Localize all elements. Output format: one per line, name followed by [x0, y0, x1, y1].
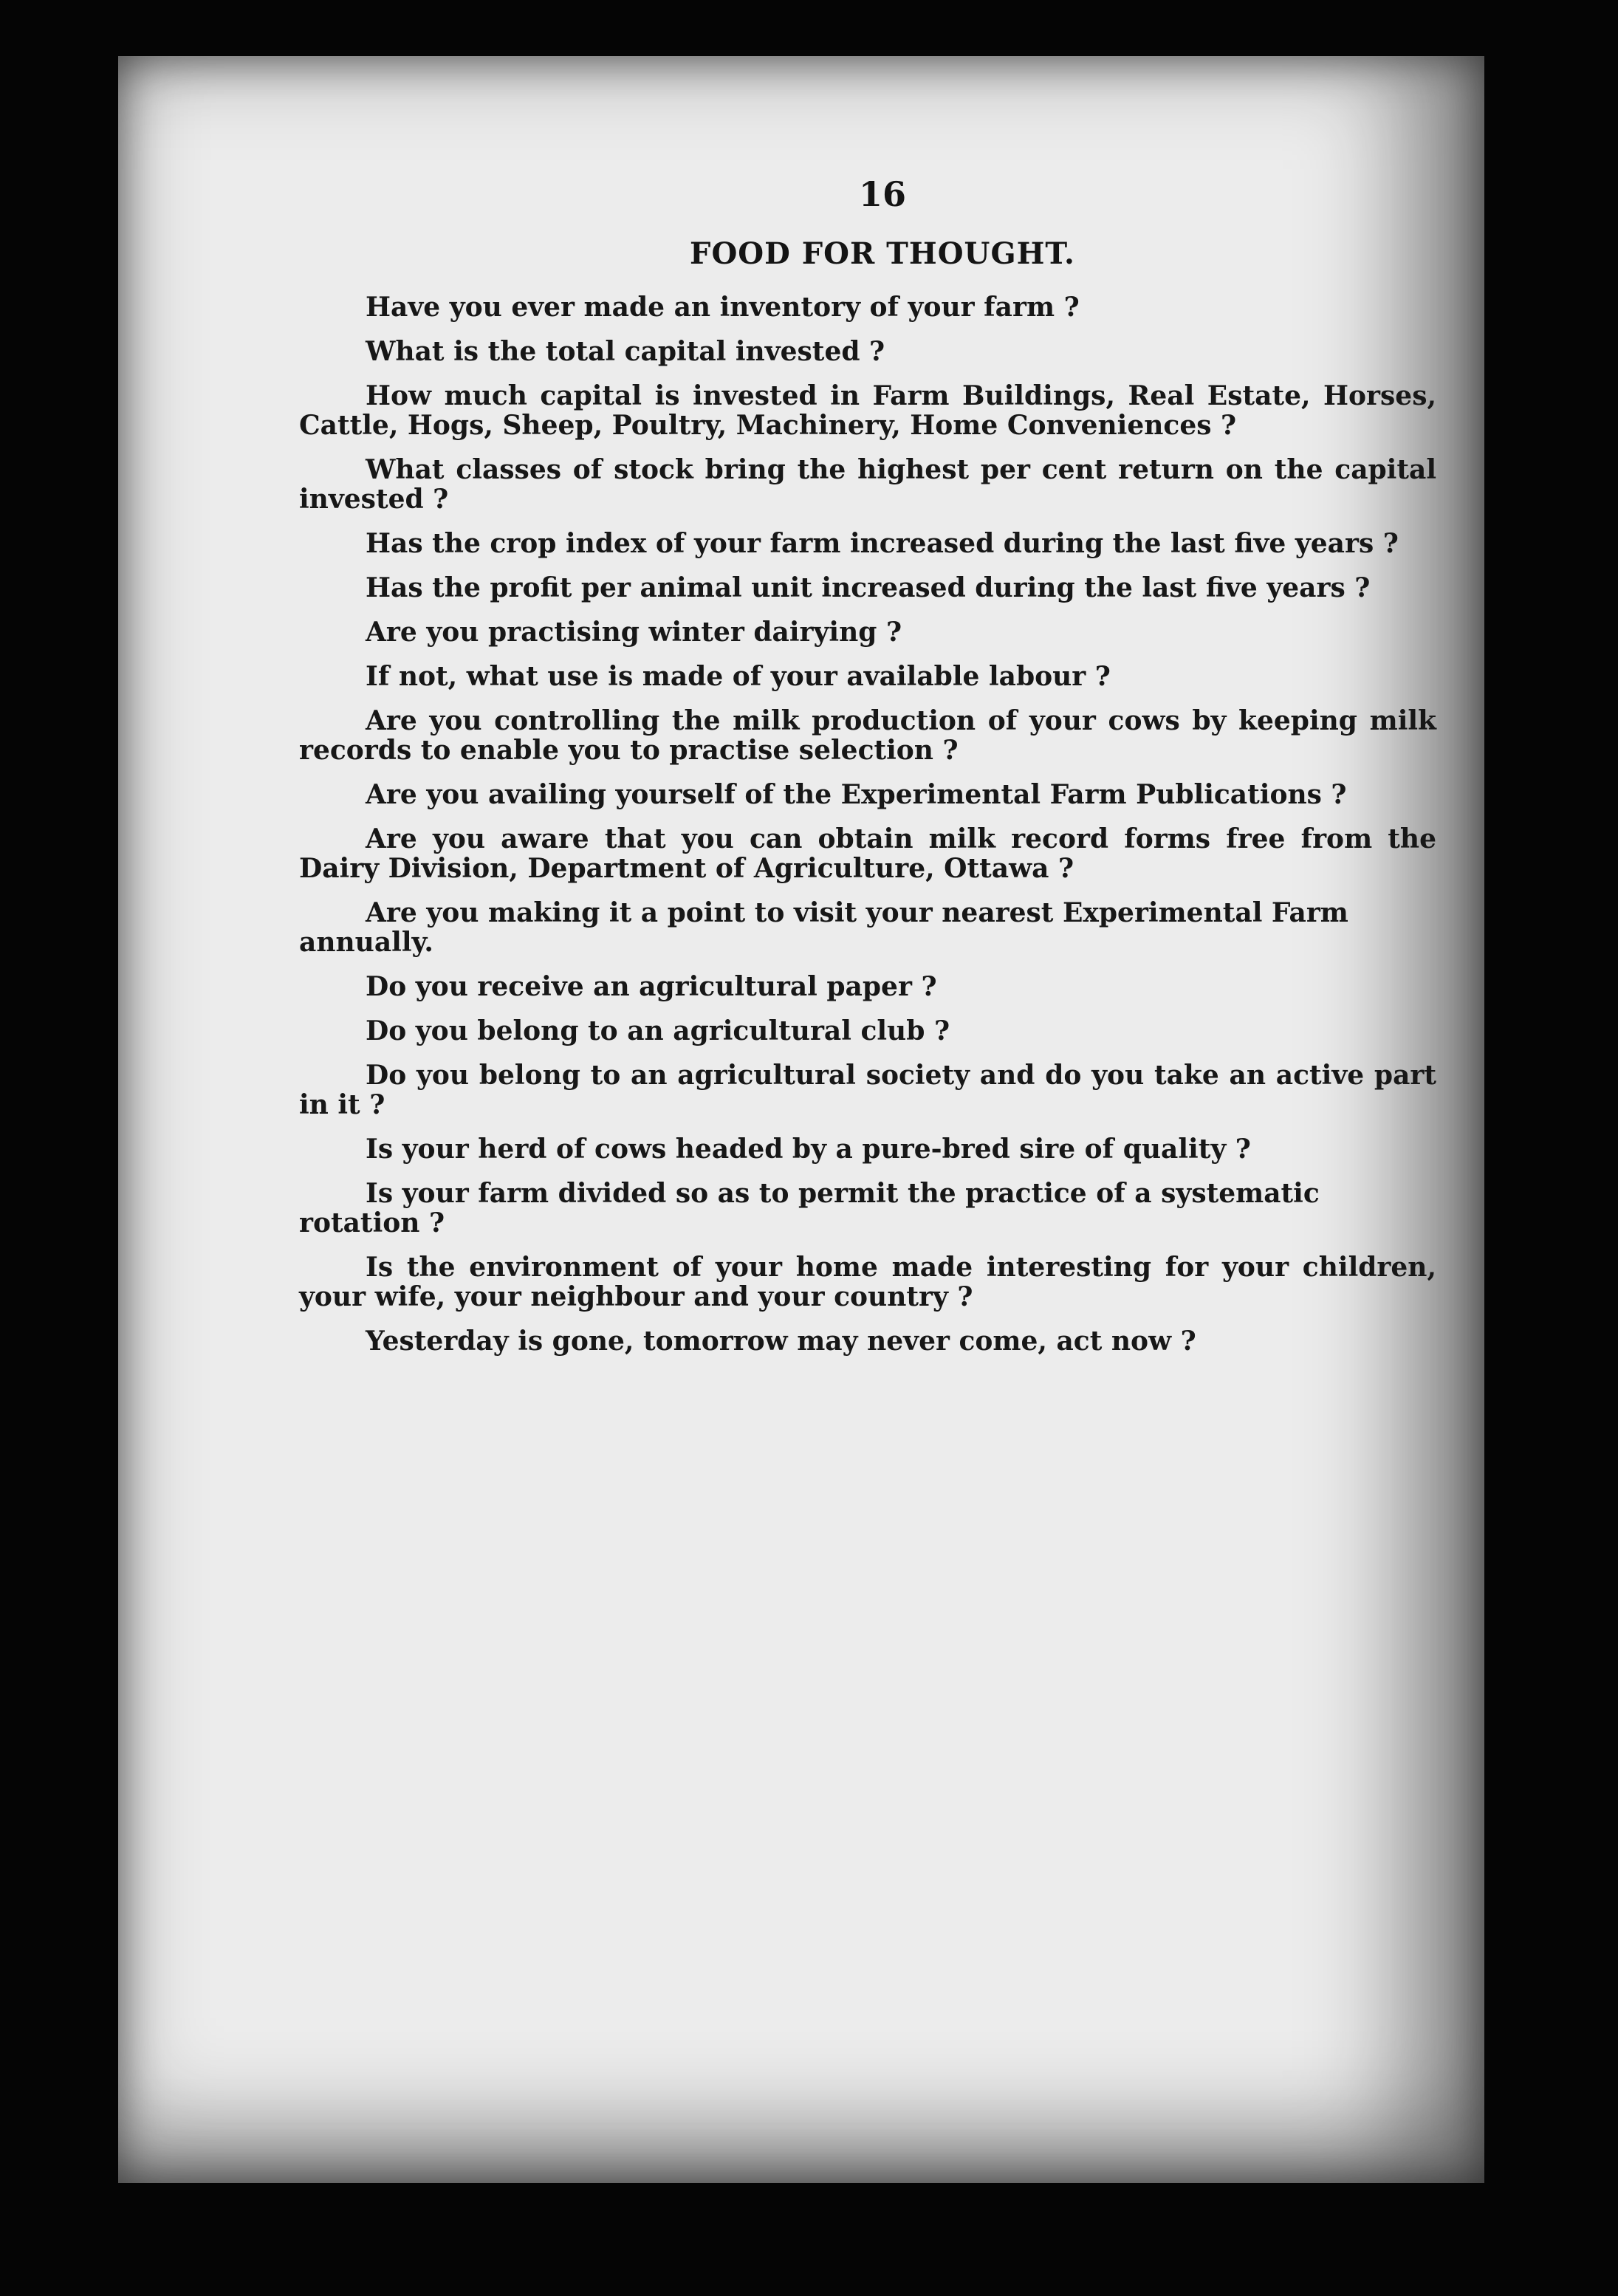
question-item: Do you belong to an agricultural society and do you take an active part in it ?: [299, 1060, 1436, 1120]
question-item: Has the profit per animal unit increased during the last five years ?: [366, 572, 1371, 603]
question-item: Are you aware that you can obtain milk record forms free from the Dairy Division, Department of Agriculture, Ottawa ?: [299, 823, 1436, 884]
question-item: Are you making it a point to visit your nearest Experimental Farm annually.: [299, 897, 1348, 958]
question-item: Is your herd of cows headed by a pure-bred sire of quality ?: [366, 1134, 1251, 1165]
question-item: How much capital is invested in Farm Buildings, Real Estate, Horses, Cattle, Hogs, Sheep, Poultry, Machinery, Home Conveniences ?: [299, 380, 1436, 441]
question-item: Is your farm divided so as to permit the practice of a systematic rotation ?: [299, 1178, 1320, 1238]
question-list: [299, 292, 1436, 1371]
question-item: Is the environment of your home made interesting for your children, your wife, your neighbour and your country ?: [299, 1252, 1436, 1312]
question-item: Has the crop index of your farm increased during the last five years ?: [366, 528, 1399, 559]
question-item: Yesterday is gone, tomorrow may never come, act now ?: [366, 1326, 1196, 1357]
question-item: What classes of stock bring the highest per cent return on the capital invested ?: [299, 454, 1436, 515]
question-item: Do you receive an agricultural paper ?: [366, 971, 937, 1002]
question-item: If not, what use is made of your available labour ?: [366, 661, 1111, 692]
question-item: Have you ever made an inventory of your farm ?: [366, 292, 1080, 323]
page-title: FOOD FOR THOUGHT.: [690, 236, 1075, 271]
question-item: Do you belong to an agricultural club ?: [366, 1015, 950, 1046]
document-page: [118, 56, 1484, 2183]
question-item: Are you practising winter dairying ?: [366, 617, 902, 648]
question-item: Are you controlling the milk production of your cows by keeping milk records to enable you to practise selection ?: [299, 705, 1436, 766]
page-number: 16: [858, 174, 906, 214]
question-item: What is the total capital invested ?: [366, 336, 885, 367]
question-item: Are you availing yourself of the Experimental Farm Publications ?: [366, 779, 1347, 810]
